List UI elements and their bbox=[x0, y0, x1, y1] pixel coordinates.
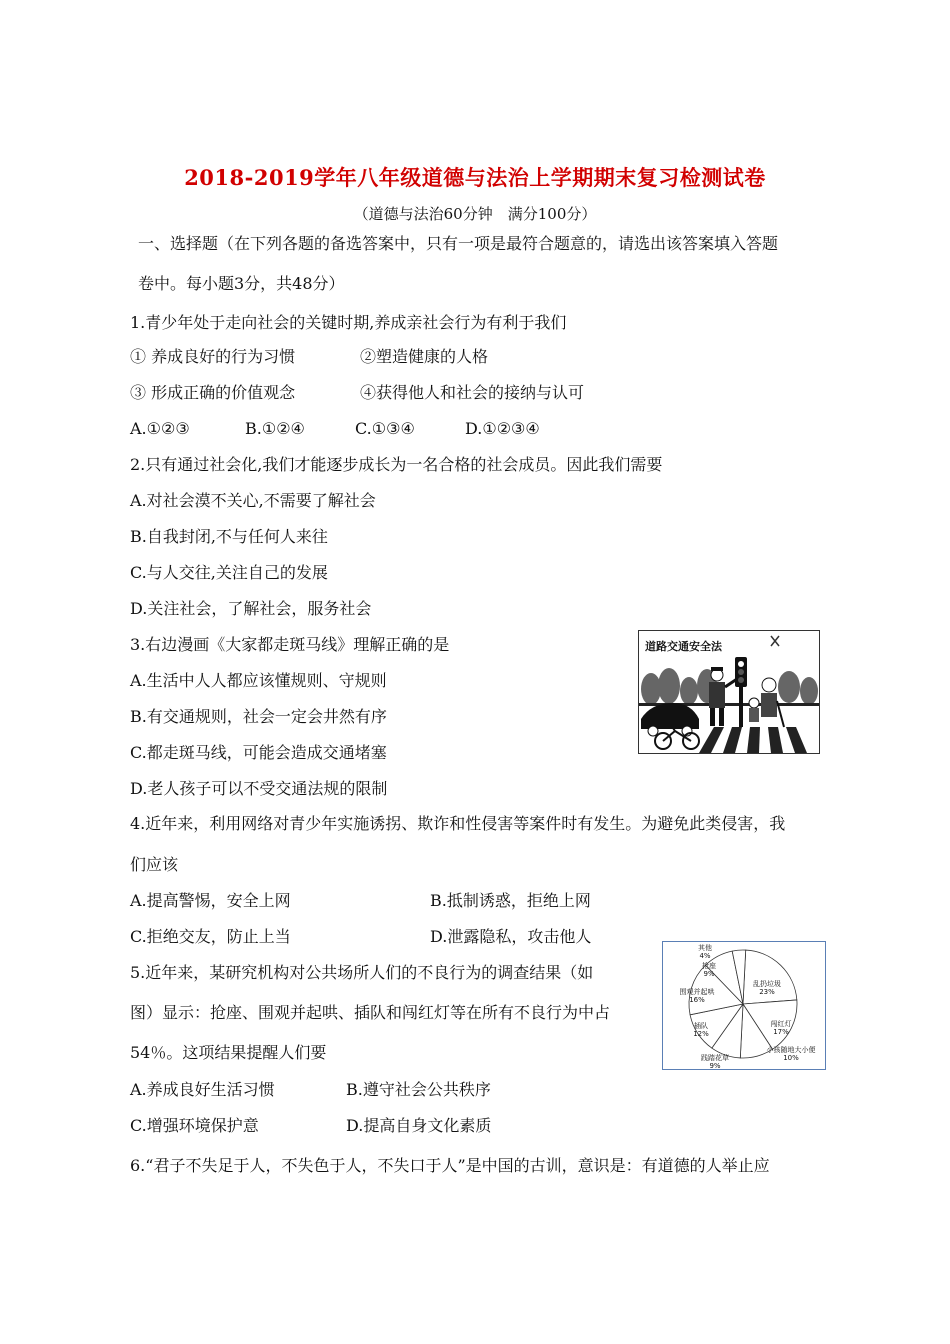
q2-option-d: D.关注社会，了解社会，服务社会 bbox=[130, 599, 372, 618]
zebra-crossing-cartoon bbox=[638, 630, 820, 754]
q5-option-d: D.提高自身文化素质 bbox=[346, 1116, 492, 1135]
q1-statement-3: ③ 形成正确的价值观念 bbox=[130, 383, 296, 402]
q3-option-c: C.都走斑马线，可能会造成交通堵塞 bbox=[130, 743, 387, 762]
cartoon-sign-text: 道路交通安全法 bbox=[645, 640, 722, 653]
exam-title: 2018-2019学年八年级道德与法治上学期期末复习检测试卷 bbox=[184, 165, 766, 190]
pie-label-pct-2: 10% bbox=[783, 1054, 799, 1062]
q1-stem: 1.青少年处于走向社会的关键时期,养成亲社会行为有利于我们 bbox=[130, 313, 567, 332]
q2-option-a: A.对社会漠不关心,不需要了解社会 bbox=[130, 491, 376, 510]
q4-option-a: A.提高警惕，安全上网 bbox=[130, 891, 291, 910]
q1-option-c: C.①③④ bbox=[355, 419, 415, 438]
q3-stem: 3.右边漫画《大家都走斑马线》理解正确的是 bbox=[130, 635, 450, 654]
pie-label-pct-1: 17% bbox=[773, 1028, 789, 1036]
q1-statement-4: ④获得他人和社会的接纳与认可 bbox=[360, 383, 585, 402]
pie-label-pct-0: 23% bbox=[759, 988, 775, 996]
q3-option-a: A.生活中人人都应该懂规则、守规则 bbox=[130, 671, 387, 690]
pie-label-name-2: 小孩随地大小便 bbox=[766, 1046, 816, 1054]
section1-instruction-line1: 一、选择题（在下列各题的备选答案中，只有一项是最符合题意的，请选出该答案填入答题 bbox=[138, 234, 779, 253]
q4-option-d: D.泄露隐私，攻击他人 bbox=[430, 927, 592, 946]
q1-statement-1: ① 养成良好的行为习惯 bbox=[130, 347, 296, 366]
pie-label-pct-4: 12% bbox=[693, 1030, 709, 1038]
pie-label-name-4: 插队 bbox=[694, 1022, 708, 1030]
q2-option-b: B.自我封闭,不与任何人来往 bbox=[130, 527, 328, 546]
pie-label-name-3: 践踏花草 bbox=[701, 1054, 729, 1062]
pie-label-pct-3: 9% bbox=[709, 1062, 721, 1069]
q2-stem: 2.只有通过社会化,我们才能逐步成长为一名合格的社会成员。因此我们需要 bbox=[130, 455, 663, 474]
pie-label-pct-5: 16% bbox=[689, 996, 705, 1004]
q1-option-a: A.①②③ bbox=[130, 419, 190, 438]
pie-label-name-1: 闯红灯 bbox=[770, 1020, 792, 1028]
q3-option-d: D.老人孩子可以不受交通法规的限制 bbox=[130, 779, 388, 798]
pie-label-name-0: 乱扔垃圾 bbox=[753, 980, 781, 988]
q5-option-c: C.增强环境保护意 bbox=[130, 1116, 259, 1135]
q5-option-a: A.养成良好生活习惯 bbox=[130, 1080, 275, 1099]
q5-stem-line1: 5.近年来，某研究机构对公共场所人们的不良行为的调查结果（如 bbox=[130, 963, 594, 982]
pie-label-name-6: 抢座 bbox=[702, 962, 716, 970]
q1-option-b: B.①②④ bbox=[245, 419, 305, 438]
pie-chart-svg bbox=[663, 942, 825, 1069]
pie-label-pct-6: 9% bbox=[703, 970, 715, 978]
q4-option-b: B.抵制诱惑，拒绝上网 bbox=[430, 891, 591, 910]
q5-stem-line2: 图）显示：抢座、围观并起哄、插队和闯红灯等在所有不良行为中占 bbox=[130, 1003, 611, 1022]
bad-behavior-pie-chart bbox=[662, 941, 826, 1070]
q1-statement-2: ②塑造健康的人格 bbox=[360, 347, 489, 366]
cartoon-drawing bbox=[639, 631, 819, 753]
q4-stem-line2: 们应该 bbox=[130, 855, 179, 874]
pie-label-name-7: 其他 bbox=[698, 944, 712, 952]
q4-stem-line1: 4.近年来，利用网络对青少年实施诱拐、欺诈和性侵害等案件时有发生。为避免此类侵害，我 bbox=[130, 814, 786, 833]
q2-option-c: C.与人交往,关注自己的发展 bbox=[130, 563, 328, 582]
pie-label-name-5: 围观并起哄 bbox=[679, 988, 715, 996]
pie-label-pct-7: 4% bbox=[699, 952, 711, 960]
q1-option-d: D.①②③④ bbox=[465, 419, 540, 438]
q6-stem: 6.“君子不失足于人，不失色于人，不失口于人”是中国的古训，意识是：有道德的人举止应 bbox=[130, 1156, 770, 1175]
q3-option-b: B.有交通规则，社会一定会井然有序 bbox=[130, 707, 387, 726]
q5-stem-line3: 54％。这项结果提醒人们要 bbox=[130, 1043, 327, 1062]
q5-option-b: B.遵守社会公共秩序 bbox=[346, 1080, 491, 1099]
q4-option-c: C.拒绝交友，防止上当 bbox=[130, 927, 291, 946]
section1-instruction-line2: 卷中。每小题3分，共48分） bbox=[138, 274, 345, 293]
exam-subtitle: （道德与法治60分钟 满分100分） bbox=[353, 205, 597, 223]
